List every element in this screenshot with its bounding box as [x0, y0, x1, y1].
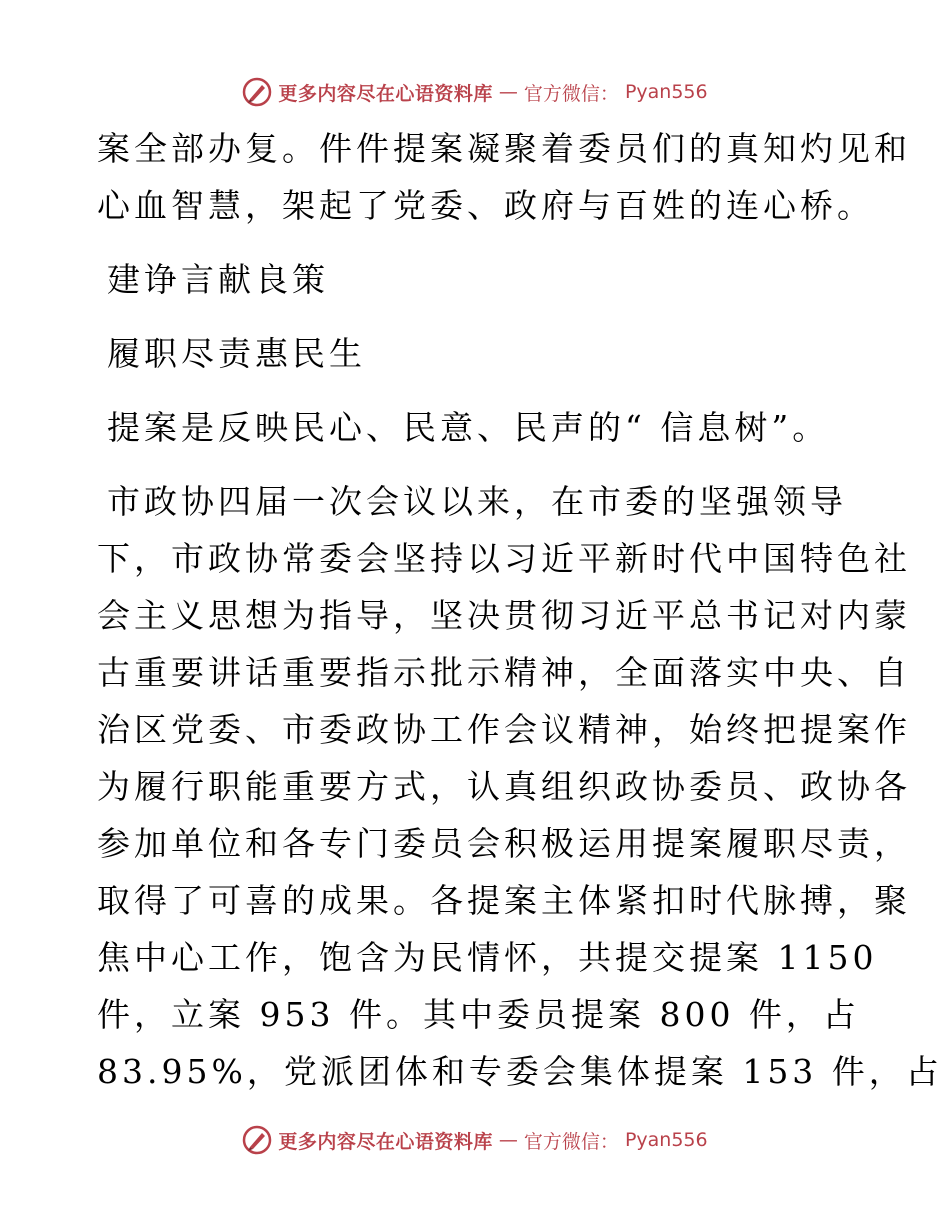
banner-wechat-label: 官方微信： [523, 1130, 619, 1153]
pen-logo-icon [242, 1125, 272, 1155]
footer-banner [0, 1120, 950, 1160]
header-banner [0, 72, 950, 112]
text-line: 建诤言献良策 [107, 260, 329, 299]
paragraph [97, 399, 857, 456]
text-line: 心血智慧，架起了党委、政府与百姓的连心桥。 [97, 186, 874, 225]
text-line: 案全部办复。件件提案凝聚着委员们的真知灼见和 [97, 129, 911, 168]
text-line: 下，市政协常委会坚持以习近平新时代中国特色社 [97, 539, 911, 578]
text-line: 履职尽责惠民生 [107, 334, 366, 373]
banner-wechat-label: 官方微信： [523, 82, 619, 105]
pen-logo-icon [242, 77, 272, 107]
text-line: 焦中心工作，饱含为民情怀，共提交提案 1150 [97, 938, 878, 977]
banner-wechat-id: Pyan556 [624, 1129, 708, 1151]
text-line: 古重要讲话重要指示批示精神，全面落实中央、自 [97, 653, 911, 692]
text-line: 取得了可喜的成果。各提案主体紧扣时代脉搏，聚 [97, 881, 911, 920]
text-line: 83.95%，党派团体和专委会集体提案 153 件，占 [97, 1052, 943, 1091]
banner-site-text: 更多内容尽在心语资料库 [278, 1130, 493, 1153]
paragraph [97, 473, 943, 1100]
text-line: 会主义思想为指导，坚决贯彻习近平总书记对内蒙 [97, 596, 911, 635]
text-line: 提案是反映民心、民意、民声的“ 信息树”。 [107, 408, 830, 447]
banner-dash: — [498, 1129, 518, 1151]
text-line: 为履行职能重要方式，认真组织政协委员、政协各 [97, 767, 911, 806]
text-line: 件，立案 953 件。其中委员提案 800 件，占 [97, 995, 860, 1034]
document-body [97, 120, 943, 1100]
section-heading [97, 325, 857, 382]
paragraph [97, 120, 911, 234]
text-line: 参加单位和各专门委员会积极运用提案履职尽责， [97, 824, 911, 863]
section-heading [97, 251, 857, 308]
text-line: 市政协四届一次会议以来，在市委的坚强领导 [107, 482, 847, 521]
banner-wechat-id: Pyan556 [624, 81, 708, 103]
text-line: 治区党委、市委政协工作会议精神，始终把提案作 [97, 710, 911, 749]
banner-dash: — [498, 81, 518, 103]
banner-site-text: 更多内容尽在心语资料库 [278, 82, 493, 105]
